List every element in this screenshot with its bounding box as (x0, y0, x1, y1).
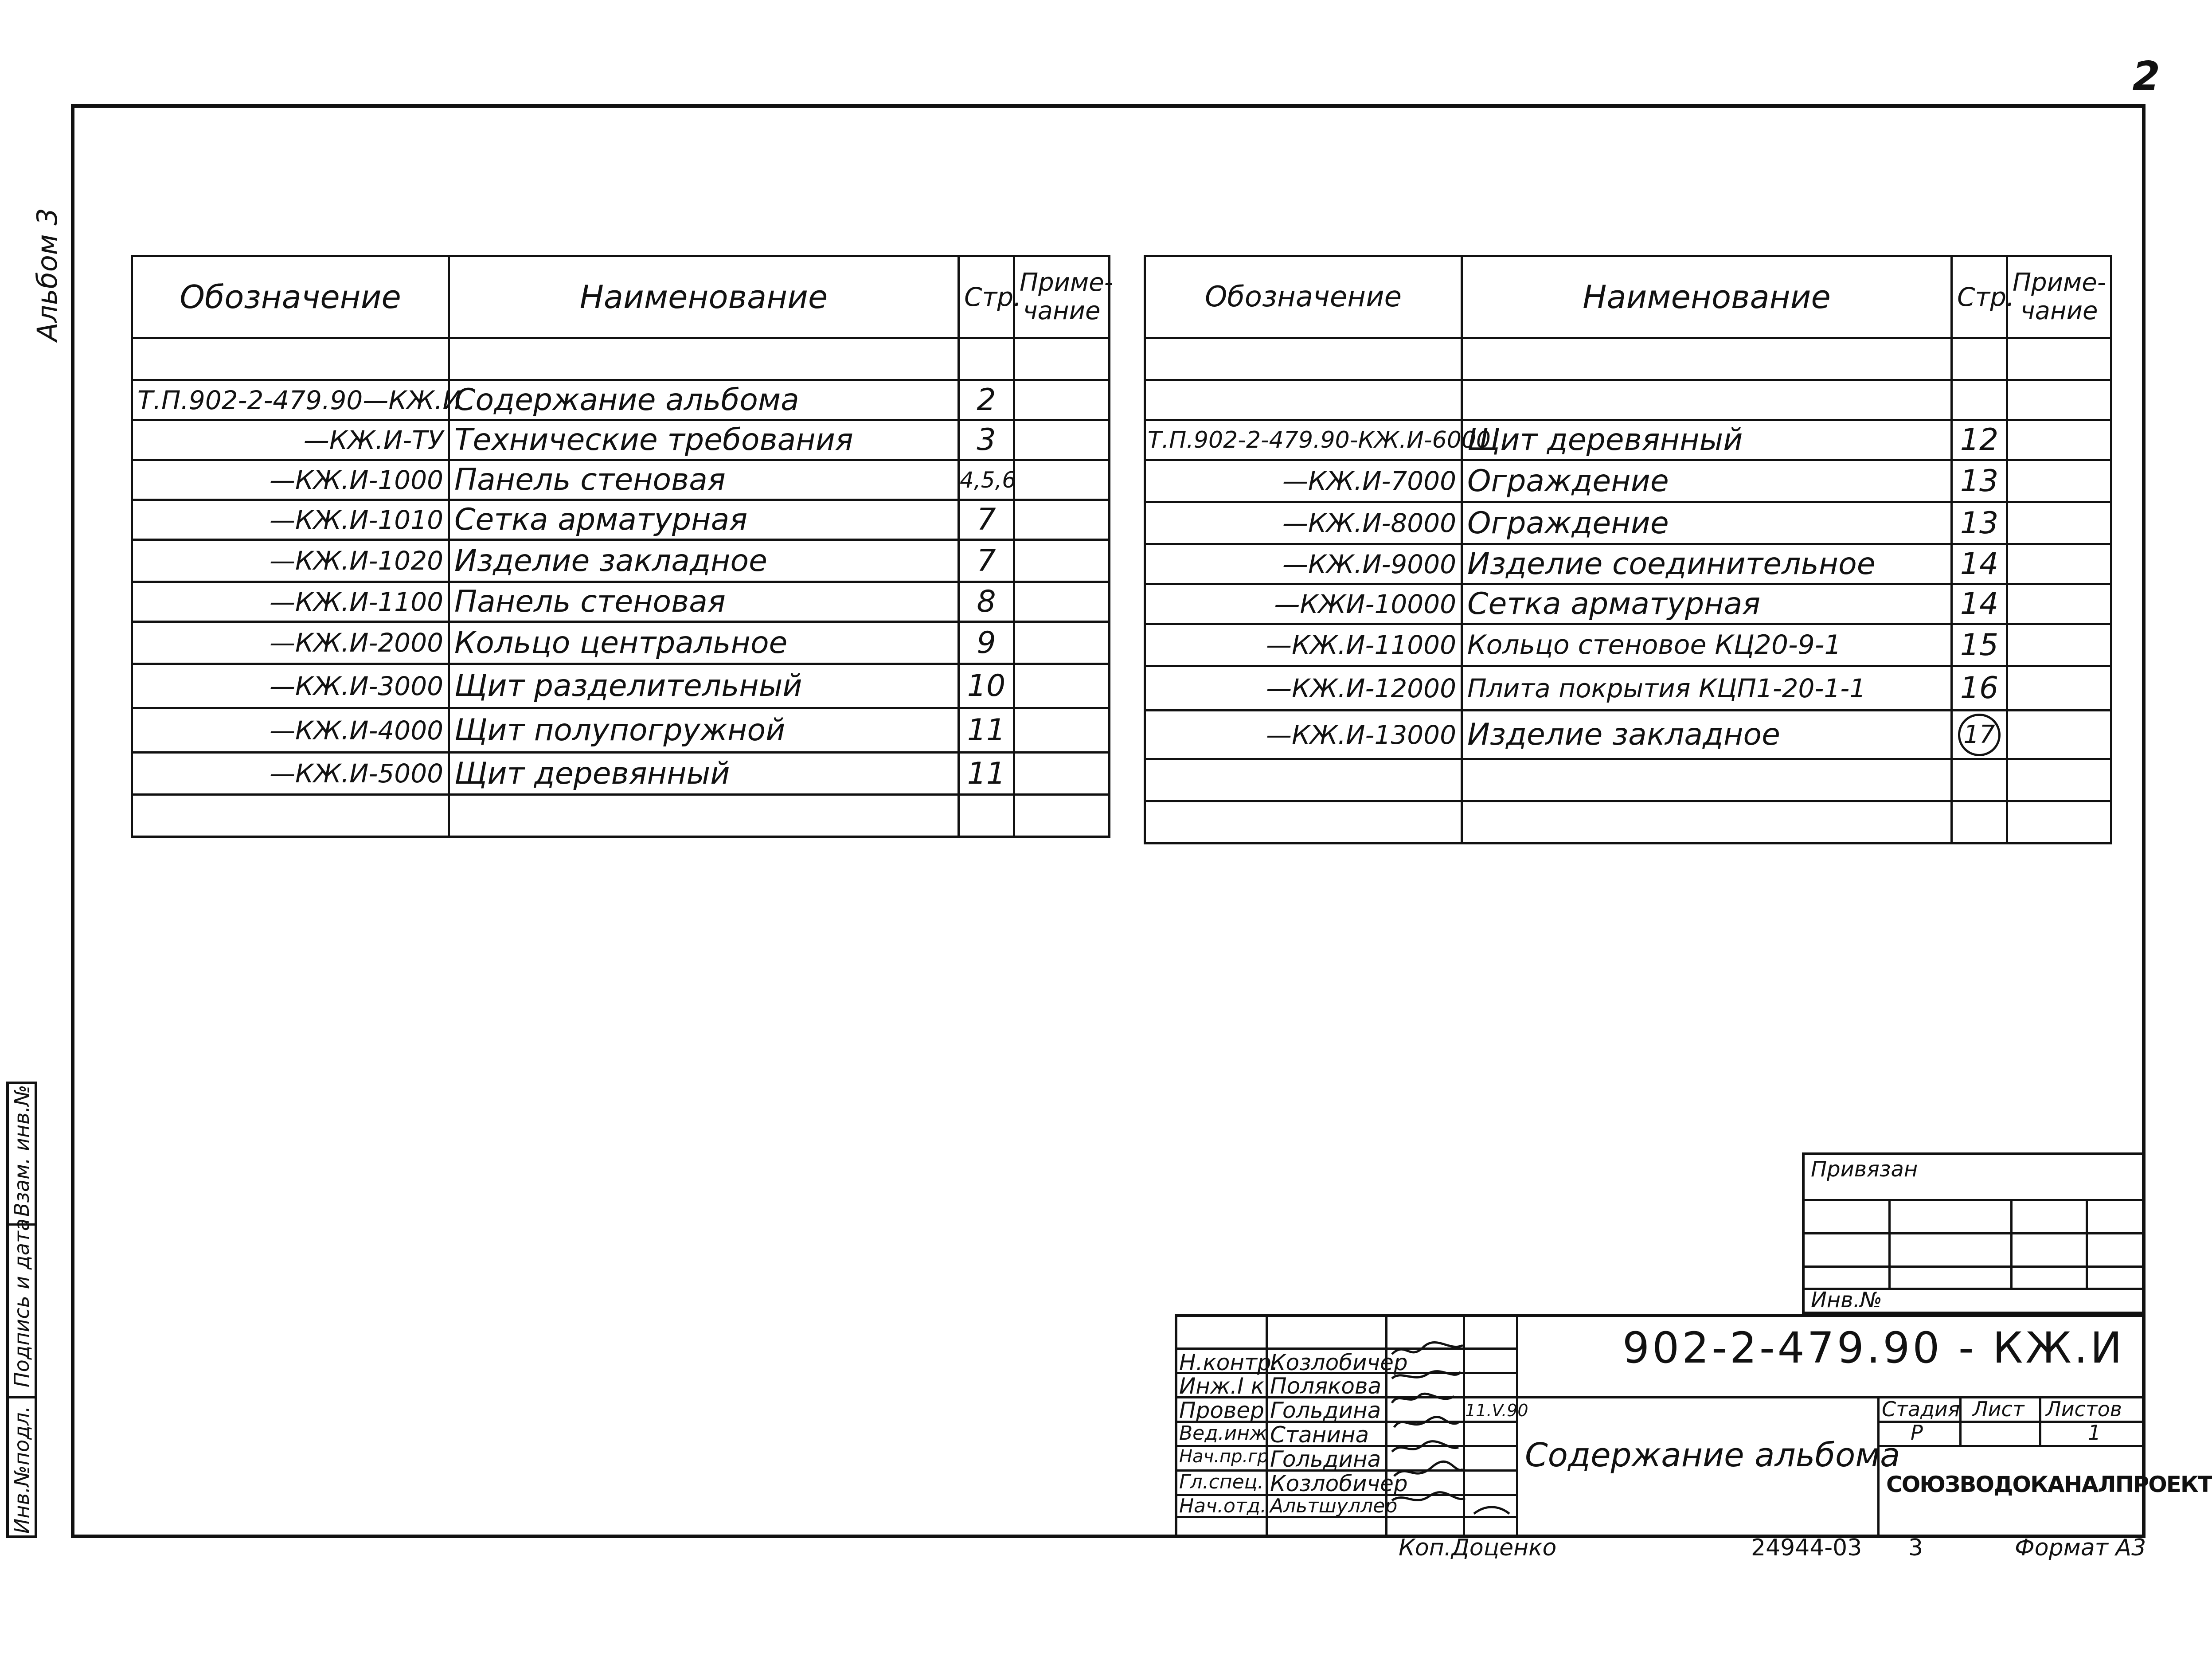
staff-name: Альтшуллер (1270, 1495, 1398, 1517)
row-note (2007, 624, 2111, 666)
row-page: 13 (1952, 460, 2007, 502)
header-name: Наименование (1462, 256, 1952, 338)
table-row (132, 380, 1110, 420)
empty-cell (1462, 801, 1952, 844)
row-page: 10 (959, 664, 1014, 708)
sheets-value: 1 (2088, 1421, 2101, 1445)
row-page: 11 (959, 708, 1014, 753)
table-row (1145, 666, 2111, 711)
row-note (1014, 380, 1110, 420)
empty-cell (1145, 801, 1462, 844)
side-stamp-inv-podl: Инв.№подл. (10, 1406, 34, 1534)
contents-table-right (1144, 255, 2112, 844)
row-code: —КЖ.И-8000 (1145, 502, 1462, 544)
header-designation: Обозначение (132, 256, 449, 338)
row-name: Технические требования (449, 420, 959, 460)
table-row (132, 708, 1110, 753)
row-code: Т.П.902-2-479.90—КЖ.И (132, 380, 449, 420)
row-page: 13 (1952, 502, 2007, 544)
row-code: —КЖ.И-4000 (132, 708, 449, 753)
row-code: —КЖ.И-12000 (1145, 666, 1462, 711)
header-name: Наименование (449, 256, 959, 338)
empty-cell (2007, 759, 2111, 801)
table-row (1145, 711, 2111, 759)
row-code: —КЖ.И-2000 (132, 622, 449, 664)
sheet-label: Лист (1973, 1397, 2024, 1421)
sheets-label: Листов (2046, 1397, 2122, 1421)
row-code: —КЖИ-10000 (1145, 584, 1462, 624)
row-note (1014, 708, 1110, 753)
row-name: Ограждение (1462, 502, 1952, 544)
side-stamp-vzam-inv: Взам. инв.№ (10, 1085, 34, 1217)
staff-name: Гольдина (1270, 1446, 1381, 1472)
approval-date: 11.V.90 (1465, 1401, 1528, 1420)
row-page: 2 (959, 380, 1014, 420)
row-page: 16 (1952, 666, 2007, 711)
album-label: Альбом 3 (31, 208, 63, 341)
row-code: —КЖ.И-9000 (1145, 544, 1462, 584)
empty-cell (1952, 380, 2007, 420)
empty-cell (1462, 380, 1952, 420)
row-note (1014, 420, 1110, 460)
row-page: 7 (959, 500, 1014, 540)
row-page: 15 (1952, 624, 2007, 666)
row-name: Щит деревянный (1462, 420, 1952, 460)
empty-cell (1014, 795, 1110, 837)
row-note (2007, 711, 2111, 759)
staff-role: Н.контр. (1179, 1350, 1278, 1375)
side-stamp-signature-date: Подпись и дата (10, 1218, 34, 1387)
table-row (132, 540, 1110, 582)
table-row (132, 622, 1110, 664)
empty-cell (1462, 338, 1952, 380)
row-code: —КЖ.И-1000 (132, 460, 449, 500)
copied-by: Коп.Доценко (1399, 1535, 1557, 1561)
row-name: Изделие соединительное (1462, 544, 1952, 584)
row-note (1014, 540, 1110, 582)
row-page: 11 (959, 753, 1014, 795)
empty-cell (1145, 338, 1462, 380)
header-note: Приме- чание (1014, 256, 1110, 338)
row-page: 4,5,6 (959, 460, 1014, 500)
staff-name: Козлобичер (1270, 1350, 1408, 1375)
binding-label: Привязан (1811, 1157, 1918, 1182)
empty-cell (959, 795, 1014, 837)
staff-role: Гл.спец. (1179, 1471, 1264, 1493)
row-note (1014, 664, 1110, 708)
empty-cell (1952, 338, 2007, 380)
empty-cell (132, 795, 449, 837)
row-name: Кольцо центральное (449, 622, 959, 664)
empty-cell (1014, 338, 1110, 380)
row-code: —КЖ.И-1010 (132, 500, 449, 540)
row-code: —КЖ.И-7000 (1145, 460, 1462, 502)
row-page (1952, 711, 2007, 759)
row-note (1014, 582, 1110, 622)
archive-sheet: 3 (1908, 1535, 1923, 1561)
row-page: 14 (1952, 584, 2007, 624)
empty-cell (449, 795, 959, 837)
row-name: Изделие закладное (449, 540, 959, 582)
row-page: 9 (959, 622, 1014, 664)
row-note (2007, 420, 2111, 460)
row-name: Кольцо стеновое КЦ20-9-1 (1462, 624, 1952, 666)
row-name: Плита покрытия КЦП1-20-1-1 (1462, 666, 1952, 711)
row-page: 3 (959, 420, 1014, 460)
staff-name: Полякова (1270, 1373, 1382, 1399)
table-row (1145, 584, 2111, 624)
row-note (1014, 500, 1110, 540)
empty-cell (1145, 380, 1462, 420)
empty-cell (132, 338, 449, 380)
empty-cell (959, 338, 1014, 380)
row-name: Щит деревянный (449, 753, 959, 795)
stage-value: Р (1911, 1421, 1923, 1445)
empty-cell (1462, 759, 1952, 801)
staff-name: Станина (1270, 1422, 1369, 1448)
table-row (1145, 460, 2111, 502)
empty-cell (449, 338, 959, 380)
row-note (2007, 502, 2111, 544)
row-code: —КЖ.И-11000 (1145, 624, 1462, 666)
row-note (2007, 460, 2111, 502)
staff-name: Гольдина (1270, 1398, 1381, 1423)
row-page: 12 (1952, 420, 2007, 460)
row-code: —КЖ.И-3000 (132, 664, 449, 708)
row-page: 7 (959, 540, 1014, 582)
empty-cell (2007, 380, 2111, 420)
circled-page-number: 17 (1958, 714, 2001, 756)
row-name: Панель стеновая (449, 582, 959, 622)
row-note (1014, 460, 1110, 500)
table-row (1145, 544, 2111, 584)
archive-number: 24944-03 (1751, 1535, 1862, 1561)
document-title: Содержание альбома (1525, 1436, 1900, 1474)
stage-label: Стадия (1882, 1397, 1960, 1421)
empty-cell (1952, 801, 2007, 844)
table-row (1145, 624, 2111, 666)
row-note (1014, 622, 1110, 664)
row-code: —КЖ.И-1020 (132, 540, 449, 582)
header-page: Стр. (1952, 256, 2007, 338)
inv-no-label: Инв.№ (1811, 1288, 1882, 1312)
row-name: Панель стеновая (449, 460, 959, 500)
organization-name: СОЮЗВОДОКАНАЛПРОЕКТ (1886, 1472, 2212, 1497)
row-name: Сетка арматурная (1462, 584, 1952, 624)
table-row (132, 460, 1110, 500)
header-note: Приме- чание (2007, 256, 2111, 338)
document-code: 902-2-479.90 - КЖ.И (1622, 1323, 2125, 1373)
row-name: Изделие закладное (1462, 711, 1952, 759)
row-code: —КЖ.И-ТУ (132, 420, 449, 460)
staff-role: Провер. (1179, 1398, 1271, 1423)
page-number: 2 (2132, 53, 2160, 100)
row-code: —КЖ.И-1100 (132, 582, 449, 622)
row-page: 14 (1952, 544, 2007, 584)
empty-cell (1952, 759, 2007, 801)
table-row (132, 582, 1110, 622)
staff-name: Козлобичер (1270, 1471, 1408, 1496)
table-row (1145, 420, 2111, 460)
row-name: Щит разделительный (449, 664, 959, 708)
signature-mark (1472, 1503, 1512, 1520)
signatures (1387, 1339, 1467, 1525)
row-name: Ограждение (1462, 460, 1952, 502)
table-row (1145, 502, 2111, 544)
header-page: Стр. (959, 256, 1014, 338)
row-name: Щит полупогружной (449, 708, 959, 753)
staff-role: Нач.пр.гр (1179, 1446, 1269, 1467)
contents-table-left (131, 255, 1113, 838)
row-code: —КЖ.И-13000 (1145, 711, 1462, 759)
table-row (132, 753, 1110, 795)
table-row (132, 500, 1110, 540)
staff-role: Вед.инж (1179, 1422, 1267, 1445)
empty-cell (1145, 759, 1462, 801)
row-code: —КЖ.И-5000 (132, 753, 449, 795)
row-note (2007, 544, 2111, 584)
row-name: Содержание альбома (449, 380, 959, 420)
row-page: 8 (959, 582, 1014, 622)
row-note (2007, 584, 2111, 624)
row-note (1014, 753, 1110, 795)
header-designation: Обозначение (1145, 256, 1462, 338)
paper-format: Формат А3 (2015, 1535, 2146, 1561)
table-row (132, 664, 1110, 708)
staff-role: Нач.отд. (1179, 1495, 1266, 1517)
row-code: Т.П.902-2-479.90-КЖ.И-6000 (1145, 420, 1462, 460)
empty-cell (2007, 801, 2111, 844)
staff-role: Инж.I к. (1179, 1373, 1271, 1399)
row-note (2007, 666, 2111, 711)
empty-cell (2007, 338, 2111, 380)
row-name: Сетка арматурная (449, 500, 959, 540)
table-row (132, 420, 1110, 460)
